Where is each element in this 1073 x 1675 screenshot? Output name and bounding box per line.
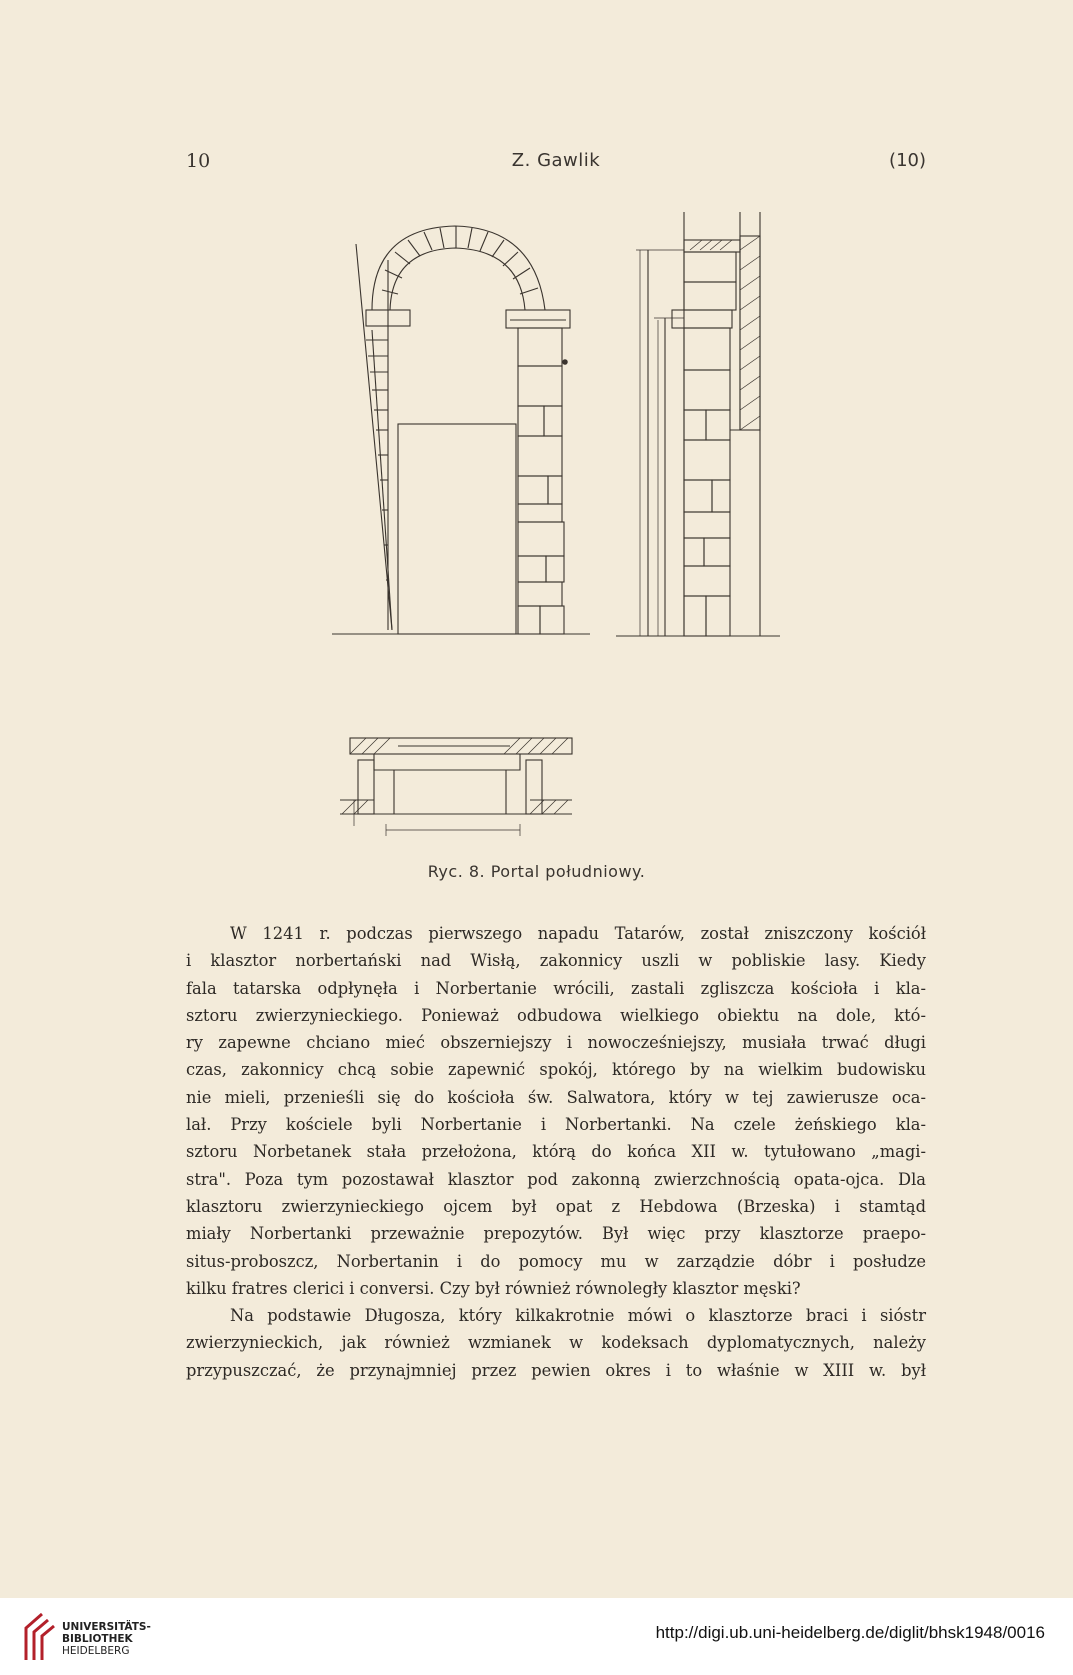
running-author: Z. Gawlik (511, 150, 601, 171)
text-line: W 1241 r. podczas pierwszego napadu Tatarów, został zniszczony kościół (230, 924, 926, 943)
text-line: zwierzynieckich, jak również wzmianek w kodeksach dyplomatycznych, należy (186, 1333, 926, 1353)
text-line: sztoru Norbetanek stała przełożona, którą do końca XII w. tytułowano „magi- (186, 1142, 926, 1162)
text-line: lał. Przy kościele byli Norbertanie i Norbertanki. Na czele żeńskiego kla- (186, 1115, 926, 1135)
text-line: nie mieli, przenieśli się do kościoła św. Salwatora, który w tej zawierusze oca- (186, 1087, 926, 1107)
text-line: kilku fratres clerici i conversi. Czy był również równoległy klasztor męski? (186, 1278, 801, 1298)
text-line: klasztoru zwierzynieckiego ojcem był opat z Hebdowa (Brzeska) i stamtąd (186, 1196, 926, 1216)
page-reference: (10) (889, 150, 926, 171)
text-line: miały Norbertanki przeważnie prepozytów. Był więc przy klasztorze praepo- (186, 1224, 926, 1244)
text-line: przypuszczać, że przynajmniej przez pewien okres i to właśnie w XIII w. był (186, 1360, 926, 1380)
body-text (186, 920, 926, 1384)
figure-caption: Ryc. 8. Portal południowy. (427, 862, 646, 881)
library-line-1: UNIVERSITÄTS- (62, 1621, 151, 1633)
text-line: sztoru zwierzynieckiego. Ponieważ odbudowa wielkiego obiektu na dole, któ- (186, 1005, 926, 1025)
text-line: czas, zakonnicy chcą sobie zapewnić spokój, którego by na wielkim budowisku (186, 1060, 926, 1080)
permalink-url[interactable]: http://digi.ub.uni-heidelberg.de/diglit/bhsk1948/0016 (655, 1623, 1045, 1642)
text-line: fala tatarska odpłynęła i Norbertanie wrócili, zastali zgliszcza kościoła i kla- (186, 978, 926, 998)
text-line: Na podstawie Długosza, który kilkakrotnie mówi o klasztorze braci i sióstr (230, 1306, 926, 1326)
university-library-logo-icon[interactable] (20, 1606, 60, 1666)
text-line: stra". Poza tym pozostawał klasztor pod zakonną zwierzchnością opata-ojca. Dla (186, 1169, 926, 1189)
text-line: situs-proboszcz, Norbertanin i do pomocy mu w zarządzie dóbr i posłudze (186, 1251, 926, 1271)
portal-section (616, 212, 780, 636)
library-line-2: BIBLIOTHEK (62, 1633, 133, 1645)
library-name (62, 1621, 151, 1657)
portal-elevation (332, 226, 590, 634)
page-number: 10 (186, 150, 211, 172)
text-line: ry zapewne chciano mieć obszerniejszy i nowocześniejszy, musiała trwać długi (186, 1033, 926, 1053)
text-line: i klasztor norbertański nad Wisłą, zakonnicy uszli w pobliskie lasy. Kiedy (186, 951, 926, 971)
portal-plan (340, 738, 572, 836)
library-line-3: HEIDELBERG (62, 1645, 130, 1657)
